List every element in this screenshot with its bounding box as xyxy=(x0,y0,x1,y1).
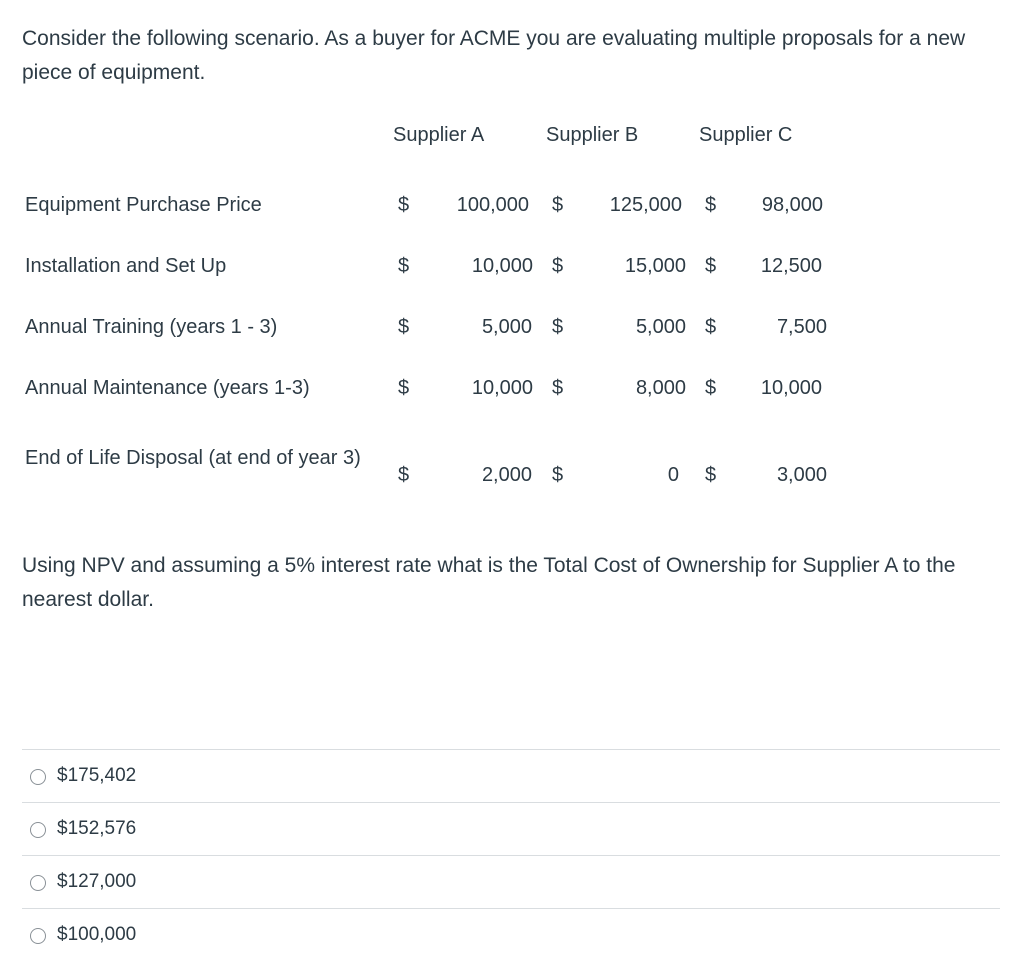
row-label-training: Annual Training (years 1 - 3) xyxy=(25,316,278,338)
answer-label: $100,000 xyxy=(57,924,137,945)
cell-c-training: 7,500 xyxy=(776,316,827,338)
currency-symbol: $ xyxy=(398,255,410,277)
cell-a-installation: 10,000 xyxy=(471,255,533,277)
cell-a-disposal: 2,000 xyxy=(481,464,532,486)
currency-symbol: $ xyxy=(398,194,410,216)
answer-label: $152,576 xyxy=(57,818,137,839)
cell-a-purchase-price: 100,000 xyxy=(456,194,529,216)
header-supplier-a: Supplier A xyxy=(393,124,485,146)
cell-a-maintenance: 10,000 xyxy=(471,377,533,399)
currency-symbol: $ xyxy=(552,377,564,399)
currency-symbol: $ xyxy=(705,464,717,486)
row-label-disposal: End of Life Disposal (at end of year 3) xyxy=(25,447,361,469)
cell-b-installation: 15,000 xyxy=(624,255,686,277)
answer-option[interactable] xyxy=(22,908,1000,961)
currency-symbol: $ xyxy=(705,377,717,399)
row-label-purchase-price: Equipment Purchase Price xyxy=(25,194,262,216)
answer-option[interactable] xyxy=(22,749,1000,802)
cell-c-purchase-price: 98,000 xyxy=(761,194,823,216)
answer-label: $127,000 xyxy=(57,871,137,892)
radio-icon[interactable] xyxy=(30,769,46,785)
cell-b-purchase-price: 125,000 xyxy=(609,194,682,216)
cell-b-disposal: 0 xyxy=(667,464,679,486)
cell-b-training: 5,000 xyxy=(635,316,686,338)
row-label-installation: Installation and Set Up xyxy=(25,255,227,277)
header-supplier-b: Supplier B xyxy=(546,124,639,146)
cell-a-training: 5,000 xyxy=(481,316,532,338)
cell-c-maintenance: 10,000 xyxy=(760,377,822,399)
answer-label: $175,402 xyxy=(57,765,137,786)
cell-c-installation: 12,500 xyxy=(760,255,822,277)
currency-symbol: $ xyxy=(398,316,410,338)
radio-icon[interactable] xyxy=(30,875,46,891)
intro-text: Consider the following scenario. As a buyer for ACME you are evaluating multiple proposals for a new piece of equipment. xyxy=(22,27,966,84)
radio-icon[interactable] xyxy=(30,928,46,944)
currency-symbol: $ xyxy=(705,316,717,338)
header-supplier-c: Supplier C xyxy=(699,124,793,146)
currency-symbol: $ xyxy=(552,464,564,486)
currency-symbol: $ xyxy=(705,194,717,216)
currency-symbol: $ xyxy=(705,255,717,277)
answer-options xyxy=(22,749,1000,961)
currency-symbol: $ xyxy=(552,194,564,216)
answer-option[interactable] xyxy=(22,855,1000,908)
row-label-maintenance: Annual Maintenance (years 1-3) xyxy=(25,377,310,399)
cell-c-disposal: 3,000 xyxy=(776,464,827,486)
answer-option[interactable] xyxy=(22,802,1000,855)
radio-icon[interactable] xyxy=(30,822,46,838)
currency-symbol: $ xyxy=(398,377,410,399)
currency-symbol: $ xyxy=(398,464,410,486)
currency-symbol: $ xyxy=(552,255,564,277)
question-text: Using NPV and assuming a 5% interest rate what is the Total Cost of Ownership for Supplier A to the nearest dollar. xyxy=(22,554,956,611)
cell-b-maintenance: 8,000 xyxy=(635,377,686,399)
currency-symbol: $ xyxy=(552,316,564,338)
